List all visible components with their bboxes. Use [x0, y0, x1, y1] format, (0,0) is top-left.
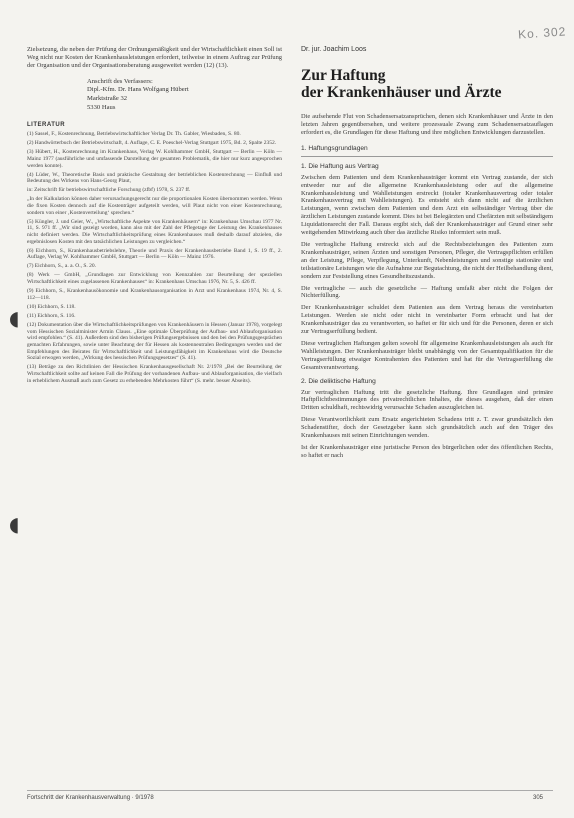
reference-item: in: Zeitschrift für betriebswirtschaftliche Forschung (zfbf) 1978, S. 237 ff. [27, 187, 191, 194]
reference-item: (6) Eichhorn, S., Krankenhausbetriebslehre, Theorie und Praxis der Krankenhausbetriebe Band 1, S. 19 ff., 2. Auflage, Verlag W. Kohlhammer GmbH, Stuttgart — Berlin — Köln — Mainz 1976. [27, 247, 282, 261]
body-paragraph: Diese Verantwortlichkeit zum Ersatz angerichteten Schadens tritt z. T. zwar grundsätzlich den Schadenstifter, doch der Gesetzgeber kann sich grundsätzlich auch auf den Träger des Krankenhauses mit seinen Einrichtungen wenden. [301, 416, 553, 440]
footer-divider [27, 790, 553, 791]
page-number: 305 [533, 795, 544, 801]
section-divider [301, 156, 553, 157]
literature-heading: LITERATUR [27, 122, 66, 129]
reference-item: (12) Dokumentation über die Wirtschaftlichkeitsprüfungen von Krankenhäusern in Hessen (Januar 1978), vorgelegt vom Hessischen Sozialminister Armin Clauss. „Eine optimale Überprüfung der Aufbau- und Ablauforganisation wird empfohlen.“ (S. 41). Außerdem sind den bisherigen Prüfungsergebnissen und den bei den Prüfungsgesprächen gemachten Erfahrungen, sowie unter Beachtung der für Hessen als kostenneutralen Bedingungen werden und der Empfehlungen des Beirates für Wirtschaftlichkeit und Leistungsfähigkeit im Krankenhaus wird die Deutsche Sozial erwogen werden, „Wirkung des hessischen Prüfungsgesetzes“ (S. 41). [27, 321, 282, 362]
body-paragraph: Zwischen dem Patienten und dem Krankenhausträger kommt ein Vertrag zustande, der sich entweder nur auf die allgemeine Krankenhausleistung oder auf die allgemeine Krankenhausleistung und Wahlleistungen erstreckt (totaler Krankenhausvertrag oder totaler Krankenhausvertrag mit Wahlleistungen). Es entsteht sich dann nicht auf die ärztlichen Leistungen, wenn zwischen dem Patienten und dem Arzt ein selbständiger Vertrag über die ärztlichen Leistungen zustande kommt. Dies ist bei Belegärzten und Chefärzten mit selbständigem Liquidationsrecht der Fall. Daraus ergibt sich, daß der Krankenhausträger auf Grund einer sehr weitgehenden Mitwirkung auch über das ärztliche Risiko informiert sein muß. [301, 173, 553, 237]
reference-item: „In der Kalkulation können daher verursachungsgerecht nur die proportionalen Kosten übernommen werden. Wenn die fixen Kosten dennoch auf die Kostenträger aufgeteilt werden, will Plaut nicht von einer Kostenrechnung, sondern von einer ‚Kostenverteilung‘ sprechen.“ [27, 196, 282, 216]
address-line: 5330 Haus [87, 103, 116, 111]
reference-item: (11) Eichhorn, S. 116. [27, 312, 76, 319]
subsection-heading: 1. Die Haftung aus Vertrag [301, 162, 379, 170]
reference-item: (3) Hübert, H., Kostenrechnung im Krankenhaus, Verlag W. Kohlhammer GmbH, Stuttgart — Berlin — Köln — Mainz 1977 (ausführliche und umfassende Darstellung der gesamten Problematik, die hier nur kurz angesprochen werden konnte). [27, 149, 282, 169]
title-line: Zur Haftung [301, 67, 386, 84]
reference-item: (8) Werk — GmbH, „Grundlagen zur Entwicklung von Kennzahlen zur Beurteilung der speziellen Wirtschaftlichkeit eines zugelassenen Krankenhauses“ in: Krankenhaus Umschau 1976, Nr. 5, S. 426 ff. [27, 272, 282, 286]
author-address [87, 78, 282, 112]
subsection-heading: 2. Die deliktische Haftung [301, 377, 376, 385]
body-paragraph: Ist der Krankenhausträger eine juristische Person des bürgerlichen oder des öffentlichen Rechts, so haftet er nach [301, 444, 553, 459]
reference-item: (13) Beträge zu den Richtlinien der Hessischen Krankenhausgesellschaft Nr. 2/1978 „Bei der Beurteilung der Wirtschaftlichkeit sollte auf keinen Fall die Prüfung der vorhandenen Aufbau- und Ablauforganisation, die vielfach in erheblichem Ausmaß auch zum Gesetz zu erhebenden Mehrkosten führt“ (S. mehr. besser Abseits). [27, 364, 282, 384]
journal-footer: Fortschritt der Krankenhausverwaltung · 9/1978 [27, 795, 154, 801]
article-intro: Die aufsehende Flut von Schadensersatzansprüchen, denen sich Krankenhäuser und Ärzte in den letzten Jahren gegenübersehen, und weitere prozessuale Zwang zum Schadensersatzauflagen erfordert es, die Grundlagen für diese Haftung und ihre möglichen Entwicklungen darzustellen. [301, 113, 553, 136]
reference-item: (9) Eichhorn, S., Krankenhausökonomie und Krankenhausorganisation in Arzt und Krankenhaus 1974, Nr. 4, S. 112—118. [27, 288, 282, 301]
handwritten-stamp: Ko. 302 [517, 24, 567, 42]
article-title [301, 67, 553, 101]
reference-item: (7) Eichhorn, S., a. a. O., S. 20. [27, 263, 97, 270]
reference-list [27, 131, 282, 384]
reference-item: (5) Küngler, J. und Geier, W., „Wirtschaftliche Aspekte von Krankenhäusern“ in: Krankenhaus Umschau 1977 Nr. 11, S. 971 ff. „Wir sind gezeigt worden, kann also mit der Zahl der Pflegetage der Leistung des Krankenhauses nicht definiert werden. Die Wirtschaftlichkeitsprüfung eines Krankenhauses muß deshalb darauf abzielen, die ergebnislosen Kosten mit den tatsächlichen Leistungen zu vergleichen.“ [27, 218, 282, 245]
reference-item: (2) Handwörterbuch der Betriebswirtschaft, 4. Auflage, C. E. Poeschel-Verlag Stuttgart 1975, Bd. 2, Spalte 2352. [27, 140, 277, 147]
punch-hole-icon: ◖ [9, 512, 20, 536]
reference-item: (4) Lüder, W., Theoretische Basis und praktische Gestaltung der betrieblichen Kostenrechnung — Einfluß und Bedeutung des Wirkens von Hans-Georg Plaut, [27, 171, 282, 185]
body-paragraph: Der Krankenhausträger schuldet dem Patienten aus dem Vertrag heraus die vereinbarten Leistungen. Werden sie nicht oder nicht in vereinbarter Form erbracht und hat der Krankenhausträger das zu verantworten, so haftet er für sich und für die Personen, deren er sich zur Vertragserfüllung bedient. [301, 304, 553, 336]
address-line: Dipl.-Kfm. Dr. Hans Wolfgang Hübert [87, 86, 189, 94]
body-paragraph: Die vertragliche — auch die gesetzliche — Haftung umfaßt aber nicht die Folgen der Nichterfüllung. [301, 284, 553, 300]
reference-item: (1) Sassel, F., Kostenrechnung, Betriebswirtschaftlicher Verlag Dr. Th. Gabler, Wiesbaden, S. 80. [27, 131, 241, 138]
title-line: der Krankenhäuser und Ärzte [301, 84, 502, 101]
body-paragraph: Diese vertraglichen Haftungen gelten sowohl für allgemeine Krankenhausleistungen als auch für Wahlleistungen. Der Krankenhausträger bleibt unabhängig von der Gesamtqualifikation für die Vertragserfüllung etwaiger Kontrahenten des Patienten und hat für die Vertragserfüllung die Gesamtverantwortung. [301, 339, 553, 371]
body-paragraph: Zur vertraglichen Haftung tritt die gesetzliche Haftung. Ihre Grundlagen sind primäre Haftpflichtbestimmungen des privatrechtlichen Inhaltes, die dieses ausgehen, daß der einen Dritten schuldhaft, rechtswidrig verursachte Schaden auszugleichen ist. [301, 388, 553, 412]
address-line: Marktstraße 32 [87, 94, 128, 102]
left-top-paragraph: Zielsetzung, die neben der Prüfung der Ordnungsmäßigkeit und der Wirtschaftlichkeit einen Soll ist Weg nicht nur Kosten der Krankenhausleistungen erfordert, teilweise in einem Auftrag zur Prüfung der Organisation und der Organisationsberatung ausgeweitet werden (12) (13). [27, 46, 283, 69]
section-heading: 1. Haftungsgrundlagen [301, 144, 368, 152]
punch-hole-icon: ◖ [9, 306, 20, 330]
article-author: Dr. jur. Joachim Loos [301, 46, 367, 53]
left-column [27, 46, 282, 387]
reference-item: (10) Eichhorn, S. 118. [27, 303, 76, 310]
right-column [301, 46, 553, 464]
address-heading: Anschrift des Verfassers: [87, 77, 153, 85]
body-paragraph: Die vertragliche Haftung erstreckt sich auf die Rechtsbeziehungen des Patienten zum Krankenhausträger, seinen Ärzten und sonstigen Personen, Pfleger, die Vertragspflichten erfüllen an der Leistung, Pflege, Verpflegung, Unterkunft, Nebenleistungen und sonstige stationäre und teilstationäre Leistungen wie die Aufnahme zur Begutachtung, die nicht der Heilbehandlung dient, sondern zur Feststellung eines Gesundheitszustands. [301, 240, 553, 280]
